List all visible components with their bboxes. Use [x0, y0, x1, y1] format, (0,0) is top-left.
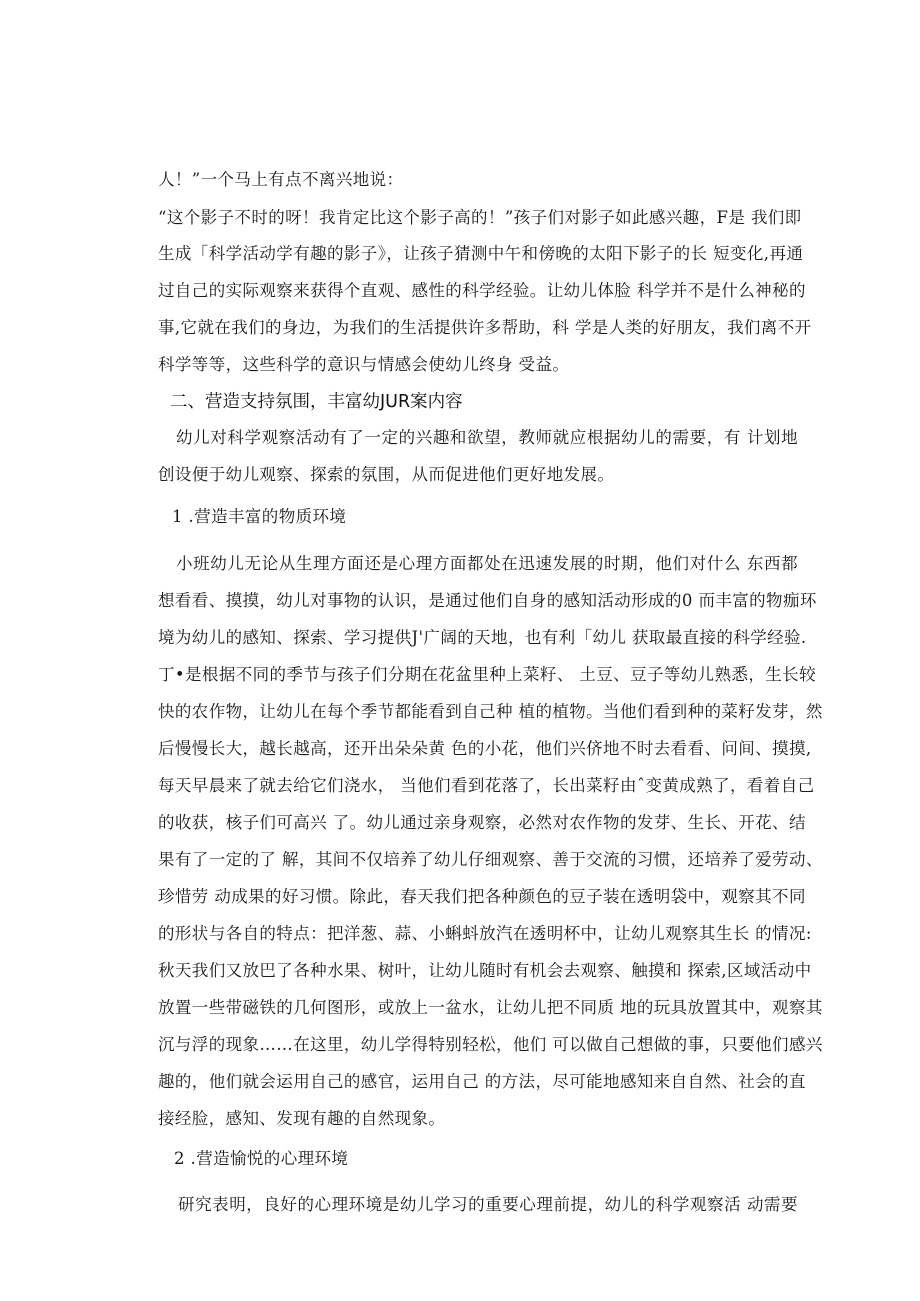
text-line: 研究表明，良好的心理环境是幼儿学习的重要心理前提，幼儿的科学观察活 动需要 — [178, 1195, 798, 1214]
text-line: 人！”一个马上有点不离兴地说： — [158, 170, 404, 189]
text-line: “这个影子不时的呀！我肯定比这个影子高的！”孩子们对影子如此感兴趣，F是 我们即 — [158, 208, 802, 227]
text-line: 过自己的实际观察来获得个直观、感性的科学经验。让幼儿体脸 科学并不是什么神秘的 — [158, 281, 806, 300]
text-line: 珍惜劳 动成果的好习惯。除此，春天我们把各种颜色的豆子装在透明袋中，观察其不同 — [158, 887, 806, 906]
text-line: 小班幼儿无论从生理方面还是心理方面都处在迅速发展的时期，他们对什么 东西都 — [176, 554, 798, 573]
text-line: 幼儿对科学观察活动有了一定的兴趣和欲望，教师就应根据幼儿的需要，有 计划地 — [176, 428, 798, 447]
text-line: 生成「科学活动学有趣的影子》，让孩子猜测中午和傍晚的太阳下影子的长 短变化,再通 — [158, 244, 804, 263]
text-line: 的形状与各自的特点：把洋葱、蒜、小蝌蚪放汽在透明杯中，让幼儿观察其生长 的情况: — [158, 924, 812, 943]
text-line: 果有了一定的了 解，其间不仅培养了幼儿仔细观察、善于交流的习惯，还培养了爱劳动、 — [158, 850, 823, 869]
text-line: 快的农作物，让幼儿在每个季节都能看到自己种 植的植物。当他们看到种的菜籽发芽，然 — [158, 702, 823, 721]
text-line: 秋天我们又放巴了各种水果、树叶，让幼儿随时有机会去观察、触摸和 探索,区域活动中 — [158, 961, 812, 980]
section-heading: 二、营造支持氛围，丰富幼JUR案内容 — [170, 392, 463, 412]
text-line: 境为幼儿的感知、探索、学习提供J'广阔的天地，也有利「幼儿 获取最直接的科学经验. — [158, 628, 807, 647]
text-line: 创设便于幼儿观察、探索的氛围，从而促进他们更好地发展。 — [158, 465, 615, 484]
text-line: 沉与浮的现象……在这里，幼儿学得特别轻松，他们 可以做自己想做的事，只要他们感兴 — [158, 1035, 823, 1054]
text-line: 科学等等，这些科学的意识与情感会使幼儿终身 受益。 — [158, 355, 570, 374]
text-line: 后慢慢长大，越长越高，还开出朵朵黄 色的小花，他们兴侪地不时去看看、问间、摸摸, — [158, 739, 812, 758]
subsection-heading: 2 .营造愉悦的心理环境 — [174, 1149, 349, 1168]
text-line: 想看看、摸摸，幼儿对事物的认识，是通过他们自身的感知活动形成的0 而丰富的物痂环 — [158, 591, 817, 610]
subsection-heading: 1 .营造丰富的物质环境 — [172, 507, 347, 526]
text-line: 的收获，核子们可高兴 了。幼儿通过亲身观察，必然对农作物的发芽、生长、开花、结 — [158, 813, 806, 832]
text-line: 每天早晨来了就去给它们浇水， 当他们看到花落了，长出菜籽由ˆ变黄成熟了，看着自己 — [158, 776, 815, 795]
text-line: 事,它就在我们的身边，为我们的生活提供许多帮助，科 学是人类的好朋友，我们离不开 — [158, 318, 812, 337]
text-line: 放置一些带磁铁的几何图形，或放上一盆水，让幼儿把不同质 地的玩具放置其中，观察其 — [158, 998, 823, 1017]
text-line: 丁•是根据不同的季节与孩子们分期在花盆里种上菜籽、 土豆、豆子等幼儿熟悉，生长较 — [158, 665, 816, 684]
text-line: 接经脸，感知、发现有趣的自然现象。 — [158, 1109, 446, 1128]
text-line: 趣的，他们就会运用自己的感官，运用自己 的方法，尽可能地感知来自自然、社会的直 — [158, 1072, 806, 1091]
